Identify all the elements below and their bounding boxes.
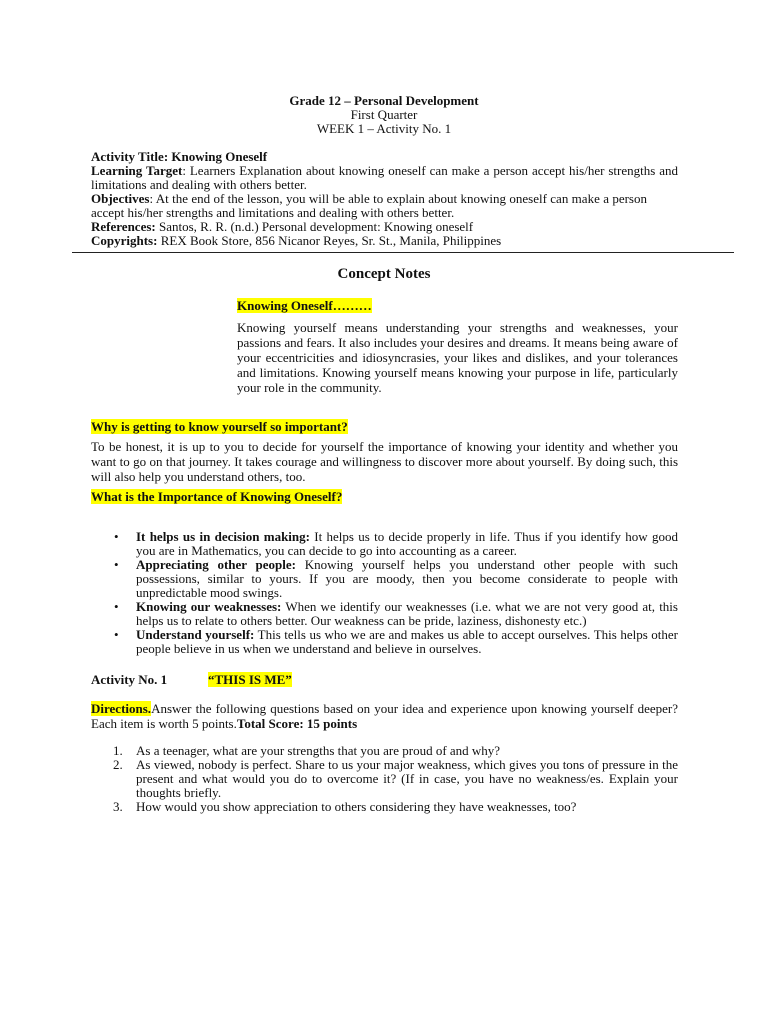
bullet-text: It helps us to decide properly in life. Thus if you identify how good you are in Mathematics, you can decide to go into accounting as a career. — [136, 529, 678, 558]
bullet-icon: • — [114, 599, 119, 614]
learning-target-line — [91, 164, 678, 192]
list-item — [114, 529, 678, 558]
list-item — [113, 799, 678, 814]
course-title: Grade 12 – Personal Development — [289, 93, 479, 108]
list-item — [113, 743, 678, 758]
section-divider — [72, 252, 734, 253]
activity-label: Activity No. 1 — [91, 672, 168, 687]
why-paragraph: To be honest, it is up to you to decide for yourself the importance of knowing your identity and whether you want to go on that journey. It takes courage and willingness to discover more about yourself. By doing such, this will also help you understand others, too. — [91, 439, 678, 484]
question-number: 3. — [113, 799, 123, 814]
directions-text: Answer the following questions based on your idea and experience upon knowing yourself deeper? Each item is worth 5 points. — [91, 701, 678, 731]
directions-label: Directions. — [91, 701, 152, 716]
list-item — [114, 599, 678, 628]
bullet-icon: • — [114, 529, 119, 544]
total-score: Total Score: 15 points — [236, 716, 358, 731]
concept-notes-heading: Concept Notes — [337, 266, 431, 282]
activity-title-label: Activity Title — [91, 149, 164, 164]
bullet-icon: • — [114, 557, 119, 572]
activity-title-line — [91, 150, 678, 164]
activity-title-wrap — [208, 673, 292, 687]
learning-target-value: : Learners Explanation about knowing oneself can make a person accept his/her strengths and limitations and dealing with others better. — [91, 163, 678, 192]
copyrights-value: REX Book Store, 856 Nicanor Reyes, Sr. St., Manila, Philippines — [157, 233, 502, 248]
importance-heading: What is the Importance of Knowing Oneself? — [91, 489, 343, 504]
bullet-title: Understand yourself: — [136, 627, 255, 642]
question-text: As viewed, nobody is perfect. Share to us your major weakness, which gives you tons of pressure in the present and what would you do to overcome it? (If in case, you have no weakness/es. Explain your thoughts briefly. — [136, 757, 678, 800]
references-line — [91, 220, 678, 234]
bullet-title: Knowing our weaknesses: — [136, 599, 282, 614]
question-number: 2. — [113, 757, 123, 772]
references-value: Santos, R. R. (n.d.) Personal development: Knowing oneself — [155, 219, 474, 234]
why-heading-wrap — [91, 420, 348, 434]
knowing-oneself-subheading: Knowing Oneself……… — [237, 298, 372, 313]
knowing-oneself-subheading-wrap — [237, 299, 372, 313]
question-number: 1. — [113, 743, 123, 758]
info-block — [91, 150, 678, 248]
objectives-label: Objectives — [91, 191, 150, 206]
question-text: As a teenager, what are your strengths that you are proud of and why? — [136, 743, 501, 758]
objectives-value: : At the end of the lesson, you will be able to explain about knowing oneself can make a person accept his/her strengths and limitations and dealing with others better. — [91, 191, 647, 220]
week-label: WEEK 1 – Activity No. 1 — [316, 121, 452, 136]
list-item — [114, 557, 678, 600]
concept-paragraph: Knowing yourself means understanding your strengths and weaknesses, your passions and fears. It also includes your desires and dreams. It means being aware of your eccentricities and idiosyncrasies, your likes and dislikes, and your tolerances and limitations. Knowing yourself means knowing your purpose in life, particularly your role in the community. — [237, 320, 678, 395]
bullet-text: Knowing yourself helps you understand other people with such possessions, similar to yours. If you are moody, then you become considerate to people with unpredictable mood swings. — [136, 557, 678, 600]
bullet-text: When we identify our weaknesses (i.e. what we are not very good at, this helps us to relate to others better. Our weakness can be pride, laziness, dishonesty etc.) — [136, 599, 678, 628]
question-list — [113, 743, 678, 814]
references-label: References: — [91, 219, 156, 234]
directions-block — [91, 701, 678, 731]
copyrights-label: Copyrights: — [91, 233, 158, 248]
activity-title: “THIS IS ME” — [208, 672, 292, 687]
bullet-title: Appreciating other people: — [136, 557, 297, 572]
bullet-text: This tells us who we are and makes us able to accept ourselves. This helps other people believe in us when we understand and believe in ourselves. — [136, 627, 678, 656]
activity-title-value: : Knowing Oneself — [163, 149, 268, 164]
learning-target-label: Learning Target — [91, 163, 183, 178]
bullet-icon: • — [114, 627, 119, 642]
importance-heading-wrap — [91, 490, 342, 504]
importance-list — [114, 529, 678, 656]
objectives-line — [91, 192, 647, 220]
list-item — [114, 627, 678, 656]
copyrights-line — [91, 234, 678, 248]
list-item — [113, 757, 678, 800]
why-heading: Why is getting to know yourself so important? — [91, 419, 348, 434]
bullet-title: It helps us in decision making: — [136, 529, 310, 544]
quarter-label: First Quarter — [350, 107, 418, 122]
question-text: How would you show appreciation to others considering they have weaknesses, too? — [136, 799, 577, 814]
